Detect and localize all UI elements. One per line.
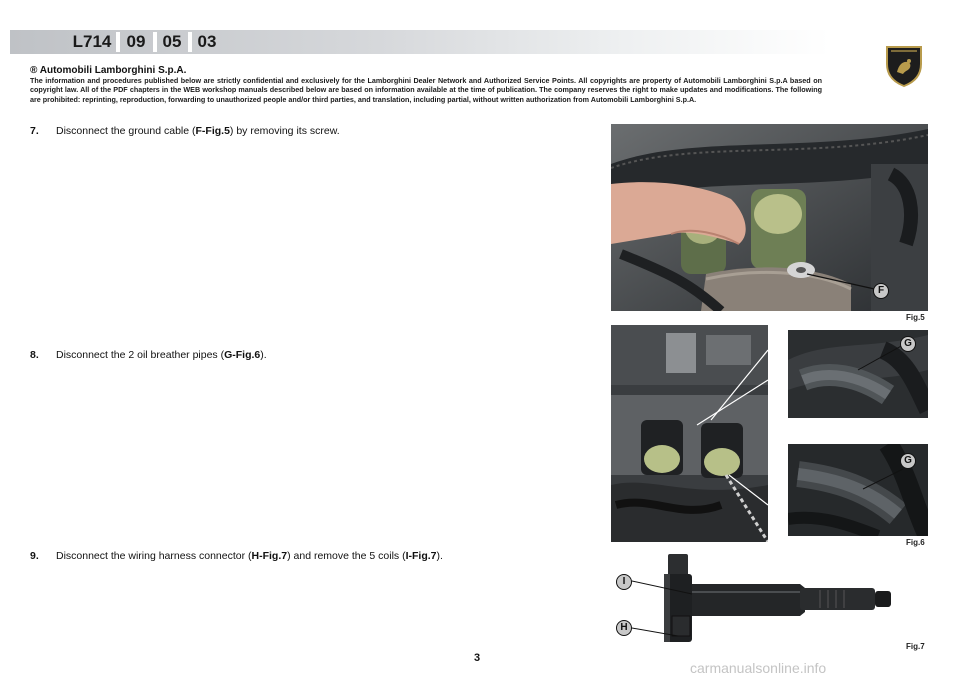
copyright-disclaimer: The information and procedures published below are strictly confidential and exclusively for the Lamborghini Dealer Network and Authorized Service Points. All copyrights are property of Automobili Lamborghini S.p.A based on copyright law. All of the PDF chapters in the WEB workshop manuals described below are based on information available at the time of publication. The company reserves the right to make updates and modifications. The following are prohibited: reprinting, reproduction, forwarding to unauthorized people and/or third parties, and translation, including partial, without written authorization from Automobili Lamborghini S.p.A. xyxy=(30,76,822,104)
step-number: 8. xyxy=(30,349,39,361)
code-procedure: 03 xyxy=(197,32,217,51)
fig7-coil-photo xyxy=(620,552,900,647)
step-text: Disconnect the 2 oil breather pipes ( xyxy=(56,349,225,361)
step-7 xyxy=(30,125,340,137)
callout-f: F xyxy=(873,283,889,299)
figure-reference: H-Fig.7 xyxy=(251,550,288,562)
figure-reference: G-Fig.6 xyxy=(224,349,261,361)
lamborghini-logo xyxy=(884,44,924,88)
code-subgroup: 05 xyxy=(162,32,182,51)
code-separator xyxy=(188,32,192,52)
fig7-label: Fig.7 xyxy=(906,642,925,651)
step-text: ) by removing its screw. xyxy=(229,125,340,137)
step-text: ). xyxy=(436,550,443,562)
code-model: L714 xyxy=(72,32,112,51)
step-number: 9. xyxy=(30,550,39,562)
step-text: Disconnect the ground cable ( xyxy=(56,125,196,137)
callout-i: I xyxy=(616,574,632,590)
figure-reference: F-Fig.5 xyxy=(195,125,230,137)
callout-g-top: G xyxy=(900,336,916,352)
step-number: 7. xyxy=(30,125,39,137)
fig6-main-photo xyxy=(611,325,768,542)
watermark: carmanualsonline.info xyxy=(690,660,827,676)
step-text: Disconnect the wiring harness connector ( xyxy=(56,550,252,562)
callout-h: H xyxy=(616,620,632,636)
code-separator xyxy=(116,32,120,52)
figure-reference: I-Fig.7 xyxy=(405,550,437,562)
step-8 xyxy=(30,349,267,361)
fig6-label: Fig.6 xyxy=(906,538,925,547)
step-text: ) and remove the 5 coils ( xyxy=(287,550,406,562)
step-9 xyxy=(30,550,443,562)
code-group: 09 xyxy=(126,32,146,51)
callout-g-bottom: G xyxy=(900,453,916,469)
page-number: 3 xyxy=(474,652,481,664)
fig5-label: Fig.5 xyxy=(906,313,925,322)
step-text: ). xyxy=(260,349,267,361)
company-name: ® Automobili Lamborghini S.p.A. xyxy=(30,65,187,76)
code-separator xyxy=(153,32,157,52)
